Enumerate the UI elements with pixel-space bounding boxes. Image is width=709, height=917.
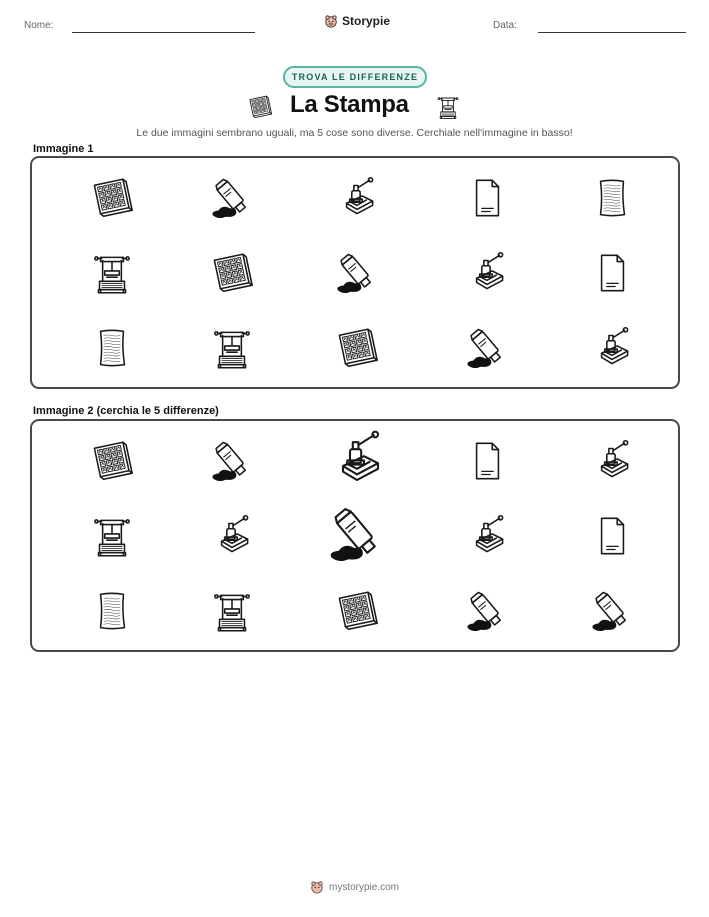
page-title: La Stampa — [290, 91, 409, 118]
ink-tube-icon — [331, 247, 383, 299]
image1-cell-r3-c3 — [331, 322, 383, 374]
ink-tube-icon — [586, 585, 638, 637]
printing-press-icon — [86, 247, 138, 299]
image1-cell-r2-c5 — [586, 247, 638, 299]
image1-cell-r1-c3 — [331, 172, 383, 224]
image1-panel — [30, 156, 680, 389]
type-block-icon — [206, 247, 258, 299]
stamp-press-icon — [322, 424, 392, 494]
printing-press-icon — [86, 510, 138, 562]
image2-cell-r3-c3[interactable] — [331, 585, 383, 637]
parchment-icon — [586, 172, 638, 224]
stamp-press-icon — [586, 435, 638, 487]
stamp-press-icon — [461, 247, 513, 299]
printing-press-icon — [433, 92, 463, 122]
image2-cell-r1-c4[interactable] — [461, 435, 513, 487]
image1-cell-r3-c1 — [86, 322, 138, 374]
paper-sheet-icon — [461, 435, 513, 487]
image2-panel[interactable] — [30, 419, 680, 652]
ink-tube-icon — [206, 435, 258, 487]
mascot-icon — [324, 14, 338, 28]
brand-name: Storypie — [342, 14, 391, 28]
image2-cell-r3-c5[interactable] — [586, 585, 638, 637]
printing-press-icon — [206, 322, 258, 374]
footer-mascot-icon — [310, 880, 324, 894]
title-printing-press-icon — [433, 92, 463, 122]
image1-cell-r1-c4 — [461, 172, 513, 224]
image2-cell-r1-c2[interactable] — [206, 435, 258, 487]
image2-cell-r2-c4[interactable] — [461, 510, 513, 562]
footer-url[interactable]: mystorypie.com — [328, 881, 399, 893]
image1-cell-r3-c2 — [206, 322, 258, 374]
name-label: Nome: — [24, 20, 54, 31]
ink-tube-icon — [461, 585, 513, 637]
image1-cell-r2-c3 — [331, 247, 383, 299]
instructions: Le due immagini sembrano uguali, ma 5 cose sono diverse. Cerchiale nell'immagine in basso! — [136, 127, 573, 139]
image1-cell-r2-c1 — [86, 247, 138, 299]
type-block-icon — [86, 172, 138, 224]
image1-cell-r3-c5 — [586, 322, 638, 374]
paper-sheet-icon — [461, 172, 513, 224]
activity-badge: TROVA LE DIFFERENZE — [283, 66, 427, 88]
stamp-press-icon — [586, 322, 638, 374]
image2-label: Immagine 2 (cerchia le 5 differenze) — [33, 405, 219, 417]
image2-cell-r2-c2[interactable] — [206, 510, 258, 562]
parchment-icon — [86, 322, 138, 374]
image2-cell-r2-c5[interactable] — [586, 510, 638, 562]
name-line[interactable] — [72, 32, 255, 33]
paper-sheet-icon — [586, 247, 638, 299]
image2-cell-r2-c1[interactable] — [86, 510, 138, 562]
type-block-icon — [245, 92, 275, 122]
image1-cell-r3-c4 — [461, 322, 513, 374]
image2-cell-r2-c3[interactable] — [322, 499, 392, 569]
image1-cell-r1-c2 — [206, 172, 258, 224]
ink-tube-icon — [461, 322, 513, 374]
stamp-press-icon — [461, 510, 513, 562]
stamp-press-icon — [206, 510, 258, 562]
type-block-icon — [331, 322, 383, 374]
ink-tube-icon — [206, 172, 258, 224]
parchment-icon — [86, 585, 138, 637]
image2-cell-r3-c4[interactable] — [461, 585, 513, 637]
paper-sheet-icon — [586, 510, 638, 562]
title-type-block-icon — [245, 92, 275, 122]
image2-cell-r1-c1[interactable] — [86, 435, 138, 487]
image1-label: Immagine 1 — [33, 143, 94, 155]
footer — [0, 880, 709, 894]
image2-cell-r3-c1[interactable] — [86, 585, 138, 637]
type-block-icon — [86, 435, 138, 487]
image2-cell-r1-c3[interactable] — [322, 424, 392, 494]
date-label: Data: — [493, 20, 517, 31]
image2-cell-r1-c5[interactable] — [586, 435, 638, 487]
type-block-icon — [331, 585, 383, 637]
printing-press-icon — [206, 585, 258, 637]
date-line[interactable] — [538, 32, 686, 33]
image1-cell-r2-c2 — [206, 247, 258, 299]
image1-cell-r1-c5 — [586, 172, 638, 224]
image2-cell-r3-c2[interactable] — [206, 585, 258, 637]
image1-cell-r2-c4 — [461, 247, 513, 299]
ink-tube-icon — [322, 499, 392, 569]
image1-cell-r1-c1 — [86, 172, 138, 224]
stamp-press-icon — [331, 172, 383, 224]
brand-logo — [324, 14, 390, 28]
